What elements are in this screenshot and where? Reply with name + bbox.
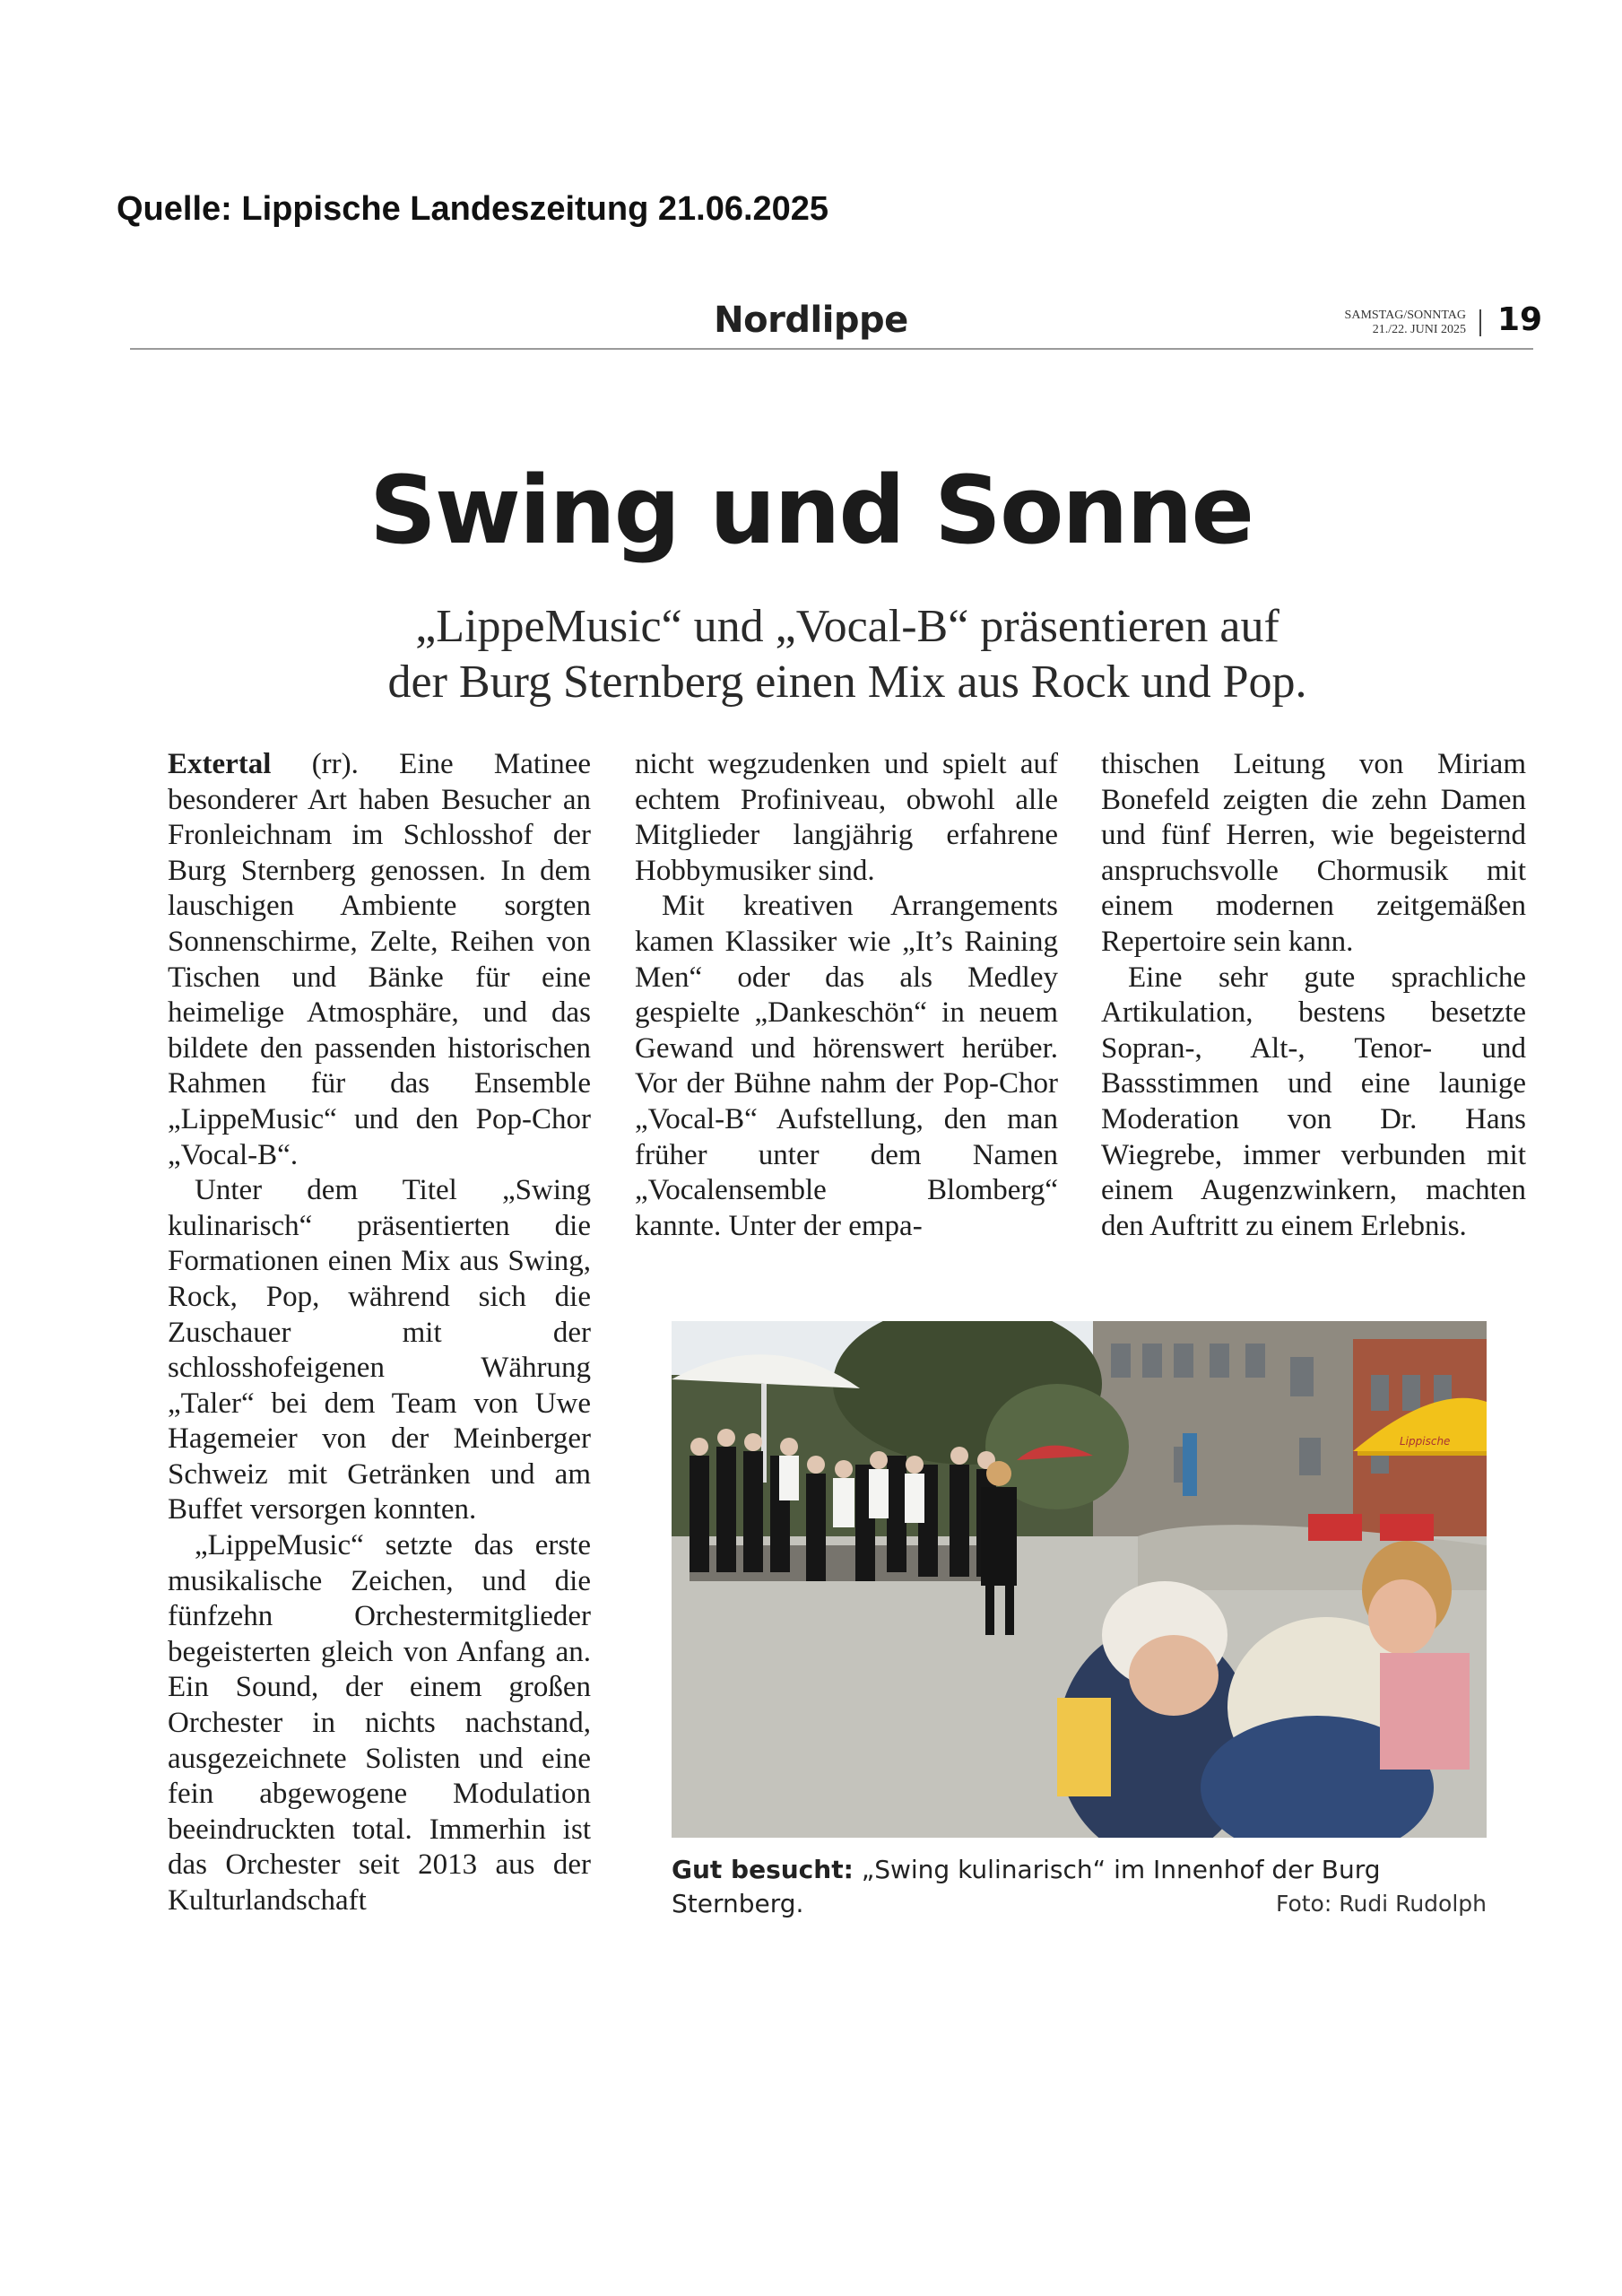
dateline: Extertal	[168, 748, 272, 780]
article-photo	[672, 1321, 1487, 1838]
article-column-3	[1101, 747, 1526, 1244]
issue-date-line: 21./22. JUNI 2025	[1372, 323, 1466, 336]
article-column-1	[168, 747, 591, 1919]
article-column-2	[635, 747, 1058, 1244]
photo-illustration	[672, 1321, 1487, 1838]
header-separator	[1479, 309, 1481, 336]
source-line: Quelle: Lippische Landeszeitung 21.06.2025	[117, 190, 829, 228]
author-tag: (rr).	[271, 748, 400, 780]
paragraph-1	[168, 747, 591, 1173]
paragraph-3-continued: nicht wegzudenken und spielt auf echtem Profiniveau, obwohl alle Mitglieder langjährig erfahrene Hobbymusiker sind.	[635, 748, 1058, 887]
umbrella-text: Lippische	[1400, 1435, 1451, 1448]
header-rule	[130, 348, 1533, 350]
issue-day: SAMSTAG/SONNTAG	[1344, 309, 1466, 322]
paragraph-2: Unter dem Titel „Swing kulinarisch“ präsentierten die Formationen einen Mix aus Swing, Rock, Pop, während sich die Zuschauer mit der schlosshofeigenen Währung „Taler“ bei dem Team von Uwe Hagemeier von der Meinberger Schweiz mit Getränken und am Buffet versorgen konnten.	[168, 1174, 591, 1526]
paragraph-5: Eine sehr gute sprachliche Artikulation, bestens besetzte Sopran-, Alt-, Tenor- und Bassstimmen und eine launige Moderation von Dr. Hans Wiegrebe, immer verbunden mit einem Augenzwinkern, machten den Auftritt zu einem Erlebnis.	[1101, 961, 1526, 1242]
photo-credit: Foto: Rudi Rudolph	[1275, 1891, 1487, 1917]
caption-lead: Gut besucht:	[672, 1855, 854, 1884]
paragraph-3: „LippeMusic“ setzte das erste musikalische Zeichen, und die fünfzehn Orchestermitglieder begeisterten gleich von Anfang an. Ein Sound, der einem großen Orchester in nichts nachstand, ausgezeichnete Solisten und eine fein abgewogene Modulation beeindruckten total. Immerhin ist das Orchester seit 2013 aus der Kulturlandschaft	[168, 1529, 591, 1917]
issue-date	[1345, 309, 1466, 337]
paragraph-4: Mit kreativen Arrangements kamen Klassiker wie „It’s Raining Men“ oder das als Medley gespielte „Dankeschön“ in neuem Gewand und hörenswert herüber. Vor der Bühne nahm der Pop-Chor „Vocal-B“ Aufstellung, den man früher unter dem Namen „Vocalensemble Blomberg“ kannte. Unter der empa-	[635, 890, 1058, 1242]
caption-text: „Swing kulinarisch“ im Innenhof der Burg Sternberg.	[672, 1855, 1381, 1918]
paragraph-1-text: Eine Matinee besonderer Art haben Besucher an Fronleichnam im Schlosshof der Burg Sternberg genossen. In dem lauschigen Ambiente sorgten Sonnenschirme, Zelte, Reihen von Tischen und Bänke für eine heimelige Atmosphäre, und das bildete den passenden historischen Rahmen für das Ensemble „LippeMusic“ und den Pop-Chor „Vocal-B“.	[168, 748, 591, 1171]
page-number: 19	[1497, 301, 1543, 338]
paragraph-4-continued: thischen Leitung von Miriam Bonefeld zeigten die zehn Damen und fünf Herren, wie begeisternd anspruchsvolle Chormusik mit einem modernen zeitgemäßen Repertoire sein kann.	[1101, 748, 1526, 958]
subheadline: „LippeMusic“ und „Vocal-B“ präsentieren auf der Burg Sternberg einen Mix aus Rock und Pop.	[387, 601, 1307, 708]
section-title: Nordlippe	[714, 300, 908, 341]
headline: Swing und Sonne	[369, 456, 1253, 565]
